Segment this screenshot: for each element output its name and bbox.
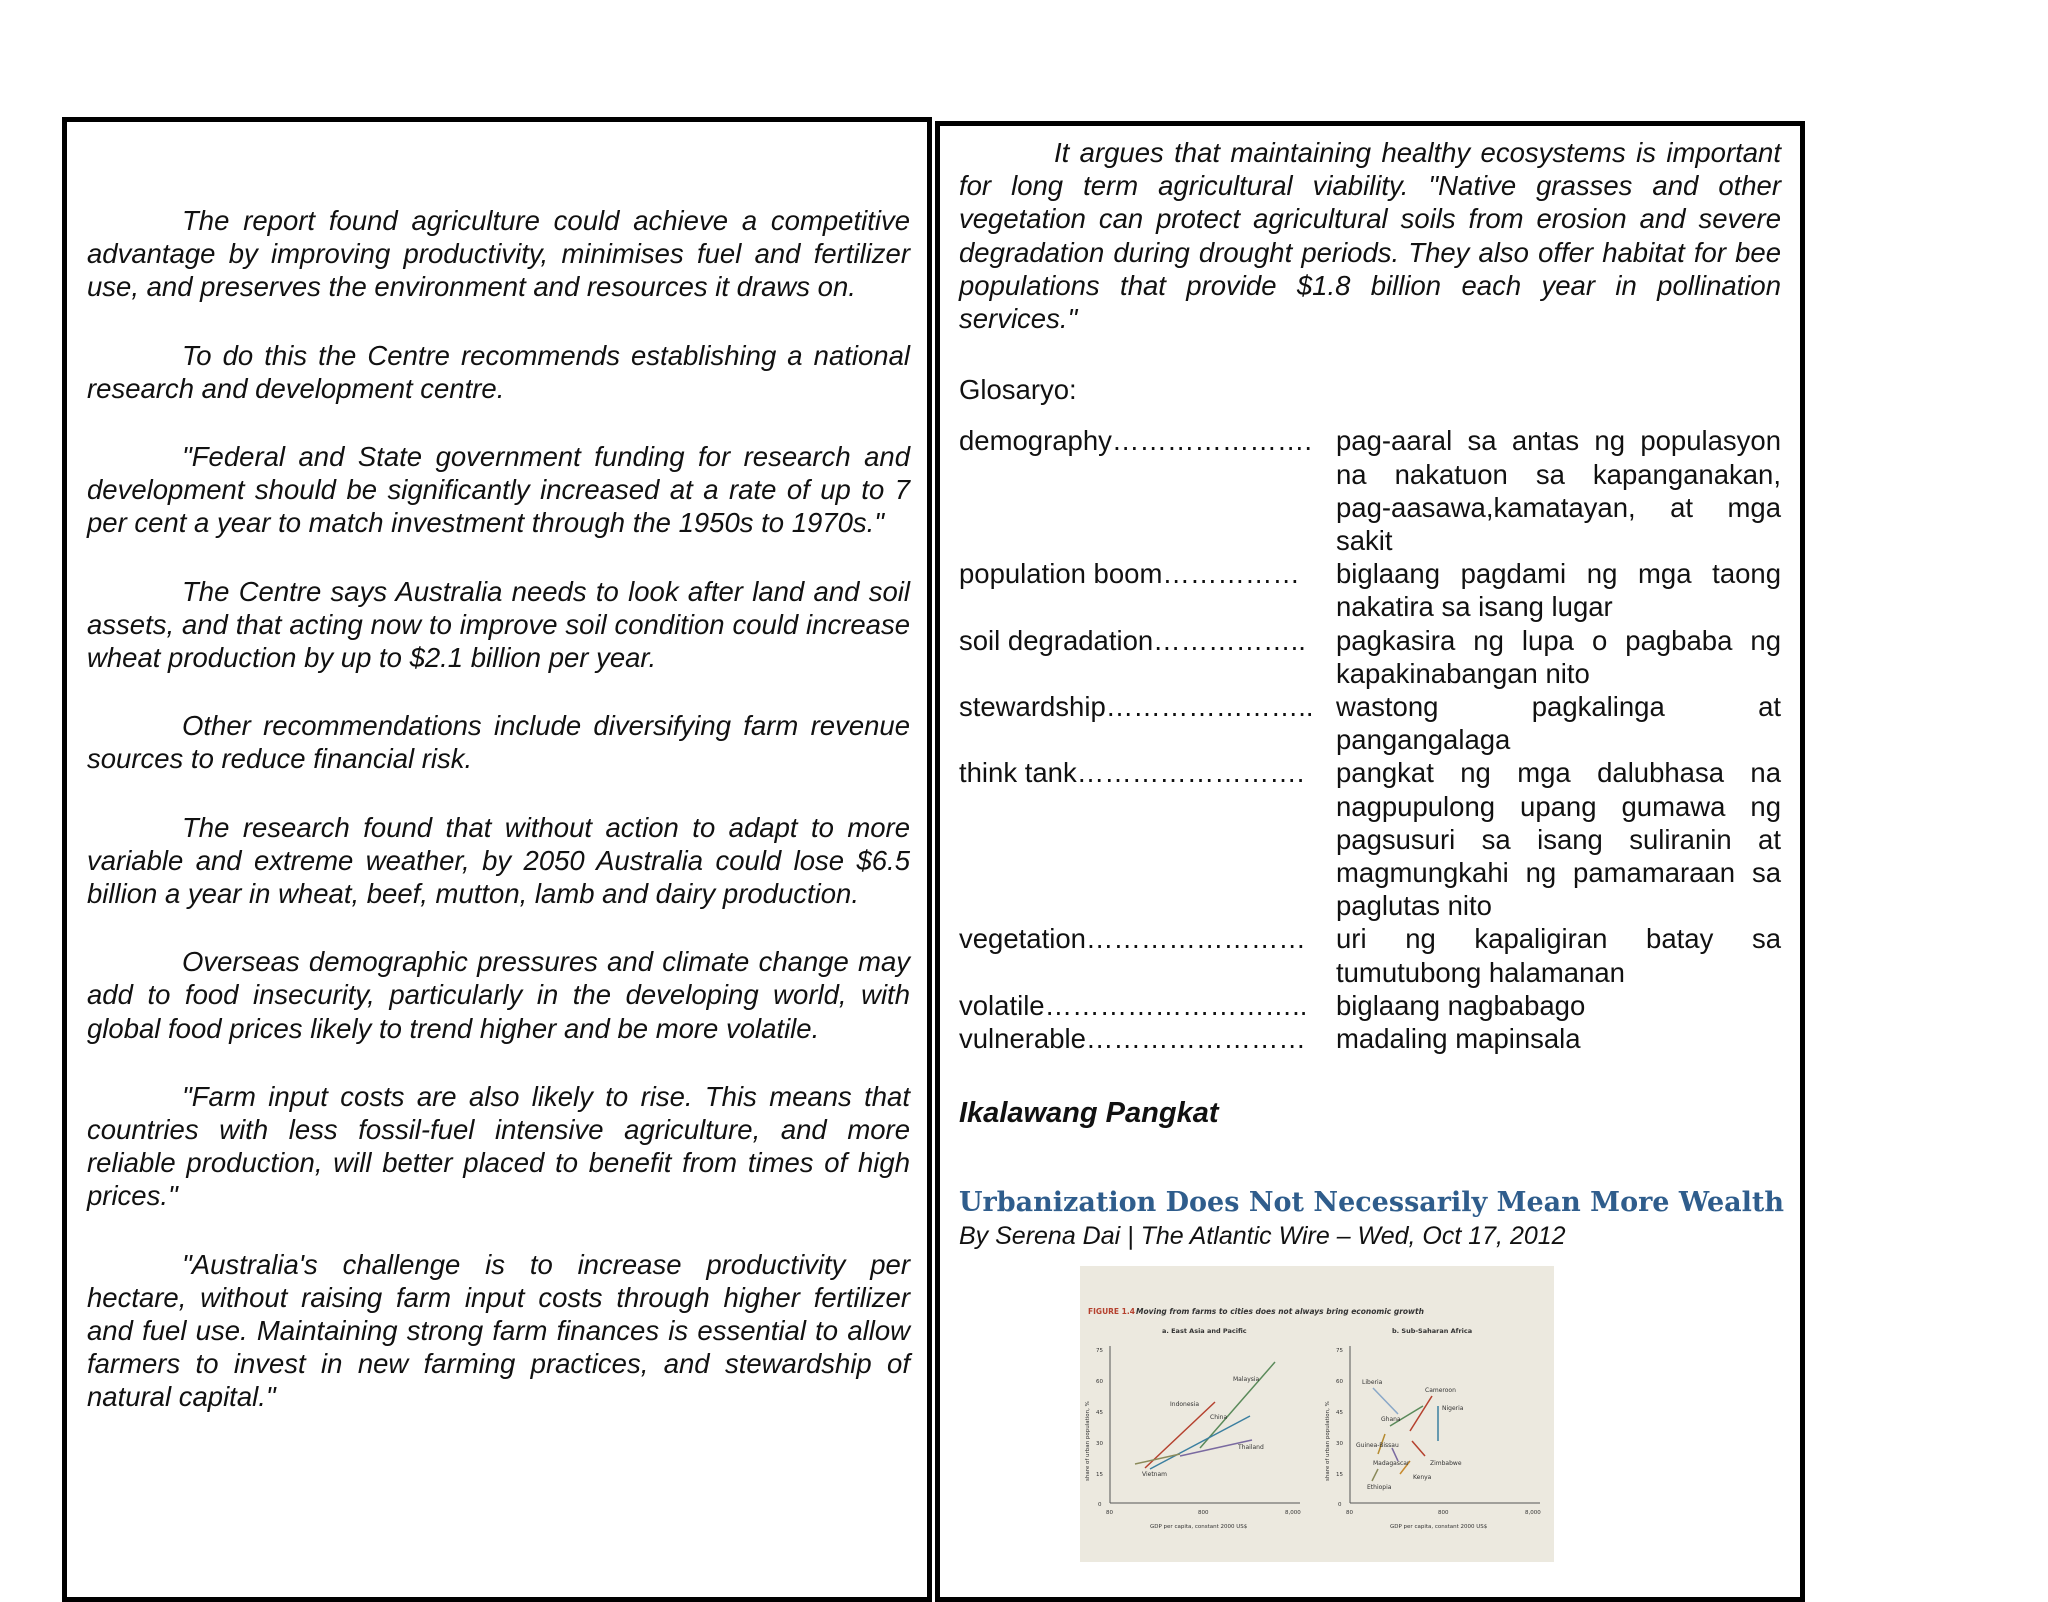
paragraph: The research found that without action to adapt to more variable and extreme weather, by 2050 Australia could lose $6.5 billion a year in wheat, beef, mutton, lamb and dairy production. <box>87 811 910 910</box>
paragraph: The report found agriculture could achieve a competitive advantage by improving productivity, minimises fuel and fertilizer use, and preserves the environment and resources it draws on. <box>87 205 910 303</box>
glossary-term: soil degradation…………….. <box>959 624 1306 656</box>
y-tick: 30 <box>1336 1441 1343 1447</box>
y-axis-label: share of urban population, % <box>1325 1401 1331 1481</box>
right-column-text <box>959 136 1785 1252</box>
country-label: Guinea-Bissau <box>1356 1442 1399 1449</box>
arrow-ethiopia <box>1372 1469 1378 1481</box>
paragraph: To do this the Centre recommends establishing a national research and development centre. <box>87 339 910 404</box>
x-tick: 800 <box>1198 1510 1209 1516</box>
y-tick: 60 <box>1096 1379 1103 1385</box>
right-column-box <box>935 121 1805 1602</box>
glossary-definition: pagkasira ng lupa o pagbaba ng kapakinabangan nito <box>1336 624 1781 689</box>
panel-sub-saharan-africa <box>1325 1327 1541 1530</box>
y-tick: 30 <box>1096 1441 1103 1447</box>
paragraph: "Australia's challenge is to increase productivity per hectare, without raising farm input costs through higher fertilizer and fuel use. Maintaining strong farm finances is essential to allow farmers to invest in new farming practices, and stewardship of natural capital." <box>87 1248 910 1413</box>
article-byline: By Serena Dai | The Atlantic Wire – Wed, Oct 17, 2012 <box>959 1222 1566 1251</box>
glossary-term: stewardship………………….. <box>959 691 1314 723</box>
paragraph: The Centre says Australia needs to look after land and soil assets, and that acting now to improve soil condition could increase wheat production by up to $2.1 billion per year. <box>87 575 910 674</box>
y-tick: 75 <box>1096 1348 1103 1354</box>
country-label: Cameroon <box>1425 1387 1456 1394</box>
country-label: Nigeria <box>1442 1405 1464 1412</box>
x-tick: 8,000 <box>1525 1510 1541 1516</box>
arrow-china <box>1150 1416 1250 1469</box>
glossary-definition: madaling mapinsala <box>1336 1023 1581 1055</box>
y-tick: 60 <box>1336 1379 1343 1385</box>
glossary-entry <box>959 690 1781 756</box>
intro-paragraph: It argues that maintaining healthy ecosystems is important for long term agricultural viability. "Native grasses and other vegetation can protect agricultural soils from erosion and severe degradation during drought periods. They also offer habitat for bee populations that provide $1.8 billion each year in pollination services." <box>959 137 1781 335</box>
y-tick: 45 <box>1336 1410 1343 1416</box>
glossary-term: vegetation…………………… <box>959 923 1306 955</box>
glossary-definition: biglaang pagdami ng mga taong nakatira sa isang lugar <box>1336 558 1781 623</box>
x-axis-label: GDP per capita, constant 2000 US$ <box>1150 1524 1248 1530</box>
glossary-term: think tank……………………. <box>959 757 1305 789</box>
glossary-entry <box>959 557 1781 623</box>
panel-title: b. Sub-Saharan Africa <box>1392 1327 1473 1335</box>
country-label: Malaysia <box>1233 1376 1260 1383</box>
country-label: Kenya <box>1413 1474 1432 1481</box>
left-column-box <box>62 117 932 1602</box>
glossary-list <box>959 424 1781 1055</box>
panel-title: a. East Asia and Pacific <box>1162 1327 1247 1335</box>
glossary-definition: wastong pagkalinga at pangangalaga <box>1336 691 1781 756</box>
country-label: Madagascar <box>1373 1460 1410 1467</box>
urbanization-figure <box>1080 1266 1554 1562</box>
glossary-term: vulnerable…………………… <box>959 1023 1306 1055</box>
country-label: Ethiopia <box>1367 1484 1392 1491</box>
glossary-entry <box>959 424 1781 557</box>
glossary-entry <box>959 1022 1781 1055</box>
y-tick: 15 <box>1336 1472 1343 1478</box>
y-tick: 45 <box>1096 1410 1103 1416</box>
panel-east-asia <box>1085 1327 1301 1530</box>
country-label: Thailand <box>1238 1444 1264 1451</box>
x-tick: 80 <box>1106 1510 1113 1516</box>
group-heading: Ikalawang Pangkat <box>959 1097 1219 1130</box>
figure-label: FIGURE 1.4 <box>1088 1307 1135 1316</box>
glossary-entry <box>959 624 1781 690</box>
x-tick: 8,000 <box>1285 1510 1301 1516</box>
glossary-definition: uri ng kapaligiran batay sa tumutubong halamanan <box>1336 923 1781 988</box>
country-label: Zimbabwe <box>1430 1460 1462 1467</box>
figure-caption: Moving from farms to cities does not always bring economic growth <box>1136 1307 1424 1316</box>
glossary-definition: pag-aaral sa antas ng populasyon na nakatuon sa kapanganakan, pag-aasawa,kamatayan, at mga sakit <box>1336 425 1781 557</box>
paragraph: Other recommendations include diversifying farm revenue sources to reduce financial risk. <box>87 710 910 775</box>
y-axis-label: share of urban population, % <box>1085 1401 1091 1481</box>
paragraph: "Farm input costs are also likely to rise. This means that countries with less fossil-fuel intensive agriculture, and more reliable production, will better placed to benefit from times of high prices." <box>87 1080 910 1212</box>
glossary-term: demography…………………. <box>959 425 1313 457</box>
glossary-entry <box>959 756 1781 922</box>
country-label: Ghana <box>1381 1416 1401 1423</box>
article-title: Urbanization Does Not Necessarily Mean More Wealth <box>959 1187 1785 1219</box>
y-tick: 0 <box>1098 1502 1102 1508</box>
x-axis-label: GDP per capita, constant 2000 US$ <box>1390 1524 1488 1530</box>
y-tick: 15 <box>1096 1472 1103 1478</box>
country-label: Indonesia <box>1170 1401 1200 1408</box>
left-article-text <box>87 204 910 1449</box>
paragraph: "Federal and State government funding for research and development should be significantly increased at a rate of up to 7 per cent a year to match investment through the 1950s to 1970s." <box>87 441 910 539</box>
glossary-entry <box>959 989 1781 1022</box>
y-tick: 75 <box>1336 1348 1343 1354</box>
glossary-term: population boom…………… <box>959 558 1300 590</box>
arrow-zimbabwe <box>1412 1441 1425 1456</box>
glossary-entry <box>959 922 1781 988</box>
arrow-cameroon <box>1410 1396 1432 1431</box>
glossary-term: volatile……………………….. <box>959 989 1308 1021</box>
arrow-liberia <box>1373 1388 1398 1414</box>
glossary-definition: pangkat ng mga dalubhasa na nagpupulong upang gumawa ng pagsusuri sa isang suliranin at magmungkahi ng pamamaraan sa paglutas nito <box>1336 757 1781 922</box>
arrow-indonesia <box>1145 1402 1215 1468</box>
x-tick: 800 <box>1438 1510 1449 1516</box>
paragraph: Overseas demographic pressures and climate change may add to food insecurity, particularly in the developing world, with global food prices likely to trend higher and be more volatile. <box>87 946 910 1044</box>
x-tick: 80 <box>1346 1510 1353 1516</box>
country-label: Liberia <box>1362 1379 1383 1386</box>
country-label: Vietnam <box>1142 1471 1168 1478</box>
glossary-title: Glosaryo: <box>959 374 1077 406</box>
y-tick: 0 <box>1338 1502 1342 1508</box>
glossary-definition: biglaang nagbabago <box>1336 989 1586 1021</box>
country-label: China <box>1210 1414 1228 1421</box>
